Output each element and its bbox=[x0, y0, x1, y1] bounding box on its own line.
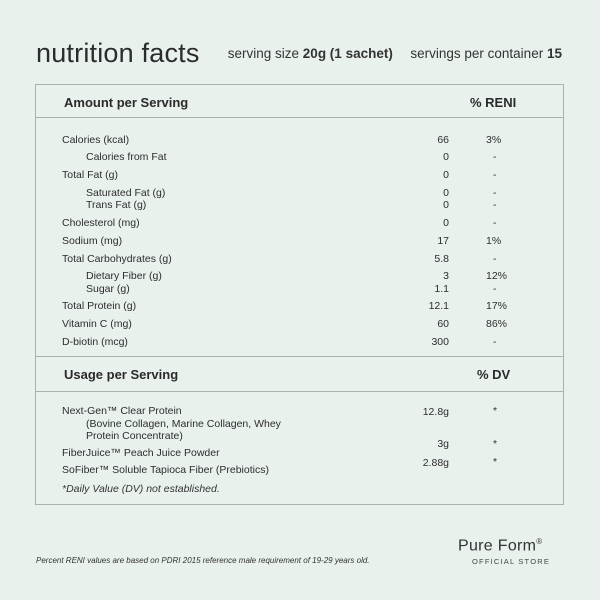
table-row: Total Fat (g) 0 - bbox=[62, 169, 497, 181]
table-row: Calories (kcal) 66 3% bbox=[62, 134, 502, 146]
table-row: Total Protein (g) 12.1 17% bbox=[62, 300, 508, 312]
amount-header bbox=[36, 85, 563, 118]
usage-header-label: Usage per Serving bbox=[64, 367, 179, 382]
table-row: Saturated Fat (g) 0 - bbox=[86, 187, 497, 199]
servings-per-container-value: 15 bbox=[546, 46, 562, 61]
table-row: Dietary Fiber (g) 3 12% bbox=[86, 270, 508, 282]
table-row: Sodium (mg) 17 1% bbox=[62, 235, 502, 247]
dv-note: *Daily Value (DV) not established. bbox=[62, 483, 220, 495]
table-row: Sugar (g) 1.1 - bbox=[86, 283, 497, 295]
usage-header bbox=[36, 357, 563, 392]
table-row: Trans Fat (g) 0 - bbox=[86, 199, 497, 211]
brand-tagline: OFFICIAL STORE bbox=[472, 557, 551, 566]
serving-size-value: 20g (1 sachet) bbox=[302, 46, 393, 61]
dv-header: % DV bbox=[477, 367, 511, 382]
table-row: Vitamin C (mg) 60 86% bbox=[62, 318, 508, 330]
amount-header-label: Amount per Serving bbox=[64, 95, 189, 110]
footnote: Percent RENI values are based on PDRI 2015 reference male requirement of 19-29 years old. bbox=[36, 556, 370, 565]
brand-logo: Pure Form® bbox=[458, 537, 543, 555]
table-row: Cholesterol (mg) 0 - bbox=[62, 217, 497, 229]
table-row: Calories from Fat 0 - bbox=[86, 151, 497, 163]
servings-per-container-label: servings per container bbox=[410, 46, 544, 61]
page-title: nutrition facts bbox=[36, 38, 200, 68]
reni-header: % RENI bbox=[470, 95, 517, 110]
table-row: D-biotin (mcg) 300 - bbox=[62, 336, 497, 348]
serving-info bbox=[228, 46, 562, 61]
table-row: Total Carbohydrates (g) 5.8 - bbox=[62, 253, 497, 265]
nutrition-table: Amount per Serving % RENI Calories (kcal) 66 3% Calories from Fat 0 - Total Fat (g) 0 - Saturated Fat (g) 0 - Trans Fat (g) 0 - Cholesterol (mg) 0 - Sodium (mg) 17 1% Total Carbohydrates (g) 5.8 - Dietary Fiber (g) 3 12% Sugar (g) 1.1 - Total Protein (g) 12.1 17% Vitamin C (mg) 60 86% D-biotin (mcg) 300 - Usage per Serving % DV Next-Gen™ Clear Protein 12.8g * (Bovine Collagen, Marine Collagen, Whey Protein Concentrate) 3g * FiberJuice™ Peach Juice Powder 2.88g * SoFiber™ Soluble Tapioca Fiber (Prebiotics) *Daily Value (DV) not established. bbox=[35, 84, 564, 505]
serving-size-label: serving size bbox=[227, 46, 300, 61]
